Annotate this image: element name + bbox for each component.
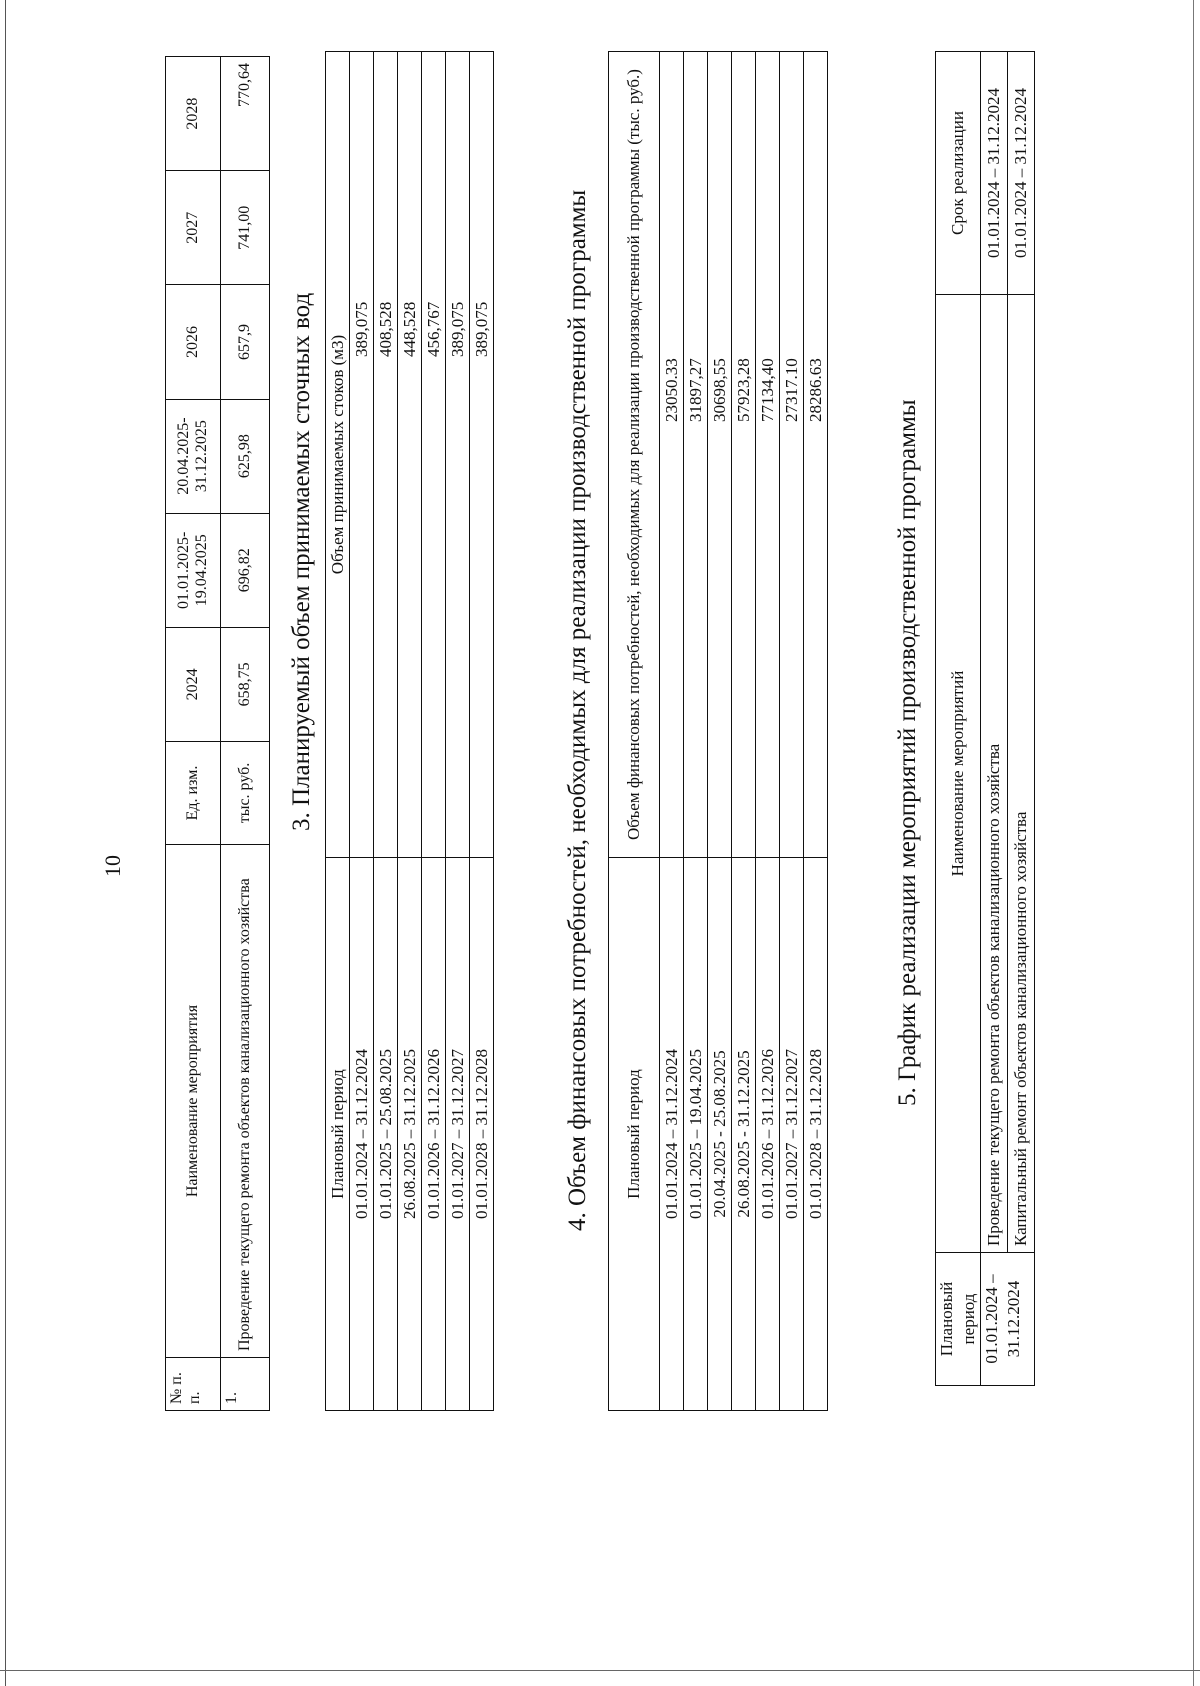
- period-cell: 01.01.2027 – 31.12.2027: [780, 858, 804, 1411]
- value-cell: 408,528: [374, 52, 398, 858]
- header-cell: Объем финансовых потребностей, необходимых для реализации производственной программы (тыс. руб.): [609, 52, 660, 858]
- table-row: [398, 52, 422, 1411]
- table-row: [732, 52, 756, 1411]
- table-header-row: [609, 52, 660, 1411]
- table-row: [804, 52, 828, 1411]
- header-cell: 2027: [166, 171, 221, 285]
- header-cell: № п. п.: [166, 1358, 221, 1411]
- table-row: [446, 52, 470, 1411]
- header-cell: Наименование мероприятий: [936, 295, 981, 1253]
- wastewater-volume-table: [325, 51, 494, 1411]
- table-row: [708, 52, 732, 1411]
- table-row: [1008, 52, 1035, 1386]
- measure-cell: Проведение текущего ремонта объектов канализационного хозяйства: [981, 295, 1008, 1253]
- table-header-row: [326, 52, 350, 1411]
- header-cell: Ед. изм.: [166, 742, 221, 845]
- table-header-row: [936, 52, 981, 1386]
- value-cell: 389,075: [350, 52, 374, 858]
- measures-cost-table: [165, 56, 270, 1411]
- deadline-cell: 01.01.2024 – 31.12.2024: [1008, 52, 1035, 295]
- value-cell: 31897,27: [684, 52, 708, 858]
- header-cell: Срок реализации: [936, 52, 981, 295]
- table-cell: 696,82: [221, 513, 270, 627]
- value-cell: 30698,55: [708, 52, 732, 858]
- value-cell: 28286.63: [804, 52, 828, 858]
- header-cell: 20.04.2025-31.12.2025: [166, 399, 221, 513]
- header-cell: Плановый период: [326, 858, 350, 1411]
- period-cell: 01.01.2028 – 31.12.2028: [470, 858, 494, 1411]
- value-cell: 57923,28: [732, 52, 756, 858]
- section-4-title: 4. Объем финансовых потребностей, необходимых для реализации производственной программы: [564, 189, 591, 1231]
- table-row: [374, 52, 398, 1411]
- table-row: [422, 52, 446, 1411]
- table-cell: 658,75: [221, 627, 270, 741]
- section-5-title: 5. График реализации мероприятий производственной программы: [894, 399, 921, 1106]
- table-cell: тыс. руб.: [221, 742, 270, 845]
- header-cell: Плановый период: [609, 858, 660, 1411]
- table-header-row: [166, 57, 221, 1411]
- value-cell: 27317.10: [780, 52, 804, 858]
- value-cell: 448,528: [398, 52, 422, 858]
- table-row: [780, 52, 804, 1411]
- period-cell: 01.01.2024 – 31.12.2024: [350, 858, 374, 1411]
- deadline-cell: 01.01.2024 – 31.12.2024: [981, 52, 1008, 295]
- financial-needs-table: [608, 51, 828, 1411]
- period-cell: 20.04.2025 - 25.08.2025: [708, 858, 732, 1411]
- table-cell: 770,64: [221, 57, 270, 171]
- header-cell: 2026: [166, 285, 221, 399]
- table-row: [756, 52, 780, 1411]
- period-cell: 26.08.2025 – 31.12.2025: [398, 858, 422, 1411]
- header-cell: 2028: [166, 57, 221, 171]
- table-cell: 657,9: [221, 285, 270, 399]
- value-cell: 77134,40: [756, 52, 780, 858]
- header-cell: 2024: [166, 627, 221, 741]
- value-cell: 389,075: [446, 52, 470, 858]
- schedule-table: [935, 51, 1035, 1386]
- period-cell: 26.08.2025 - 31.12.2025: [732, 858, 756, 1411]
- header-cell: Наименование мероприятия: [166, 845, 221, 1358]
- period-cell: 01.01.2024 – 31.12.2024: [660, 858, 684, 1411]
- table-cell: 1.: [221, 1358, 270, 1411]
- table-row: [684, 52, 708, 1411]
- value-cell: 389,075: [470, 52, 494, 858]
- table-row: [221, 57, 270, 1411]
- header-cell: 01.01.2025-19.04.2025: [166, 513, 221, 627]
- table-row: [350, 52, 374, 1411]
- table-row: [660, 52, 684, 1411]
- period-cell: 01.01.2025 – 25.08.2025: [374, 858, 398, 1411]
- period-cell: 01.01.2027 – 31.12.2027: [446, 858, 470, 1411]
- measure-cell: Капитальный ремонт объектов канализационного хозяйства: [1008, 295, 1035, 1253]
- period-cell: 01.01.2026 – 31.12.2026: [422, 858, 446, 1411]
- period-cell: 01.01.2025 – 19.04.2025: [684, 858, 708, 1411]
- value-cell: 23050.33: [660, 52, 684, 858]
- period-cell: 01.01.2026 – 31.12.2026: [756, 858, 780, 1411]
- header-cell: Объем принимаемых стоков (м3): [326, 52, 350, 858]
- table-row: [470, 52, 494, 1411]
- page-number: 10: [100, 855, 125, 877]
- header-cell: Плановый период: [936, 1253, 981, 1386]
- period-cell: 01.01.2028 – 31.12.2028: [804, 858, 828, 1411]
- table-cell: 741,00: [221, 171, 270, 285]
- section-3-title: 3. Планируемый объем принимаемых сточных вод: [288, 292, 315, 831]
- table-cell: Проведение текущего ремонта объектов канализационного хозяйства: [221, 845, 270, 1358]
- value-cell: 456,767: [422, 52, 446, 858]
- period-cell: 01.01.2024 – 31.12.2024: [981, 1253, 1035, 1386]
- table-row: [981, 52, 1008, 1386]
- table-cell: 625,98: [221, 399, 270, 513]
